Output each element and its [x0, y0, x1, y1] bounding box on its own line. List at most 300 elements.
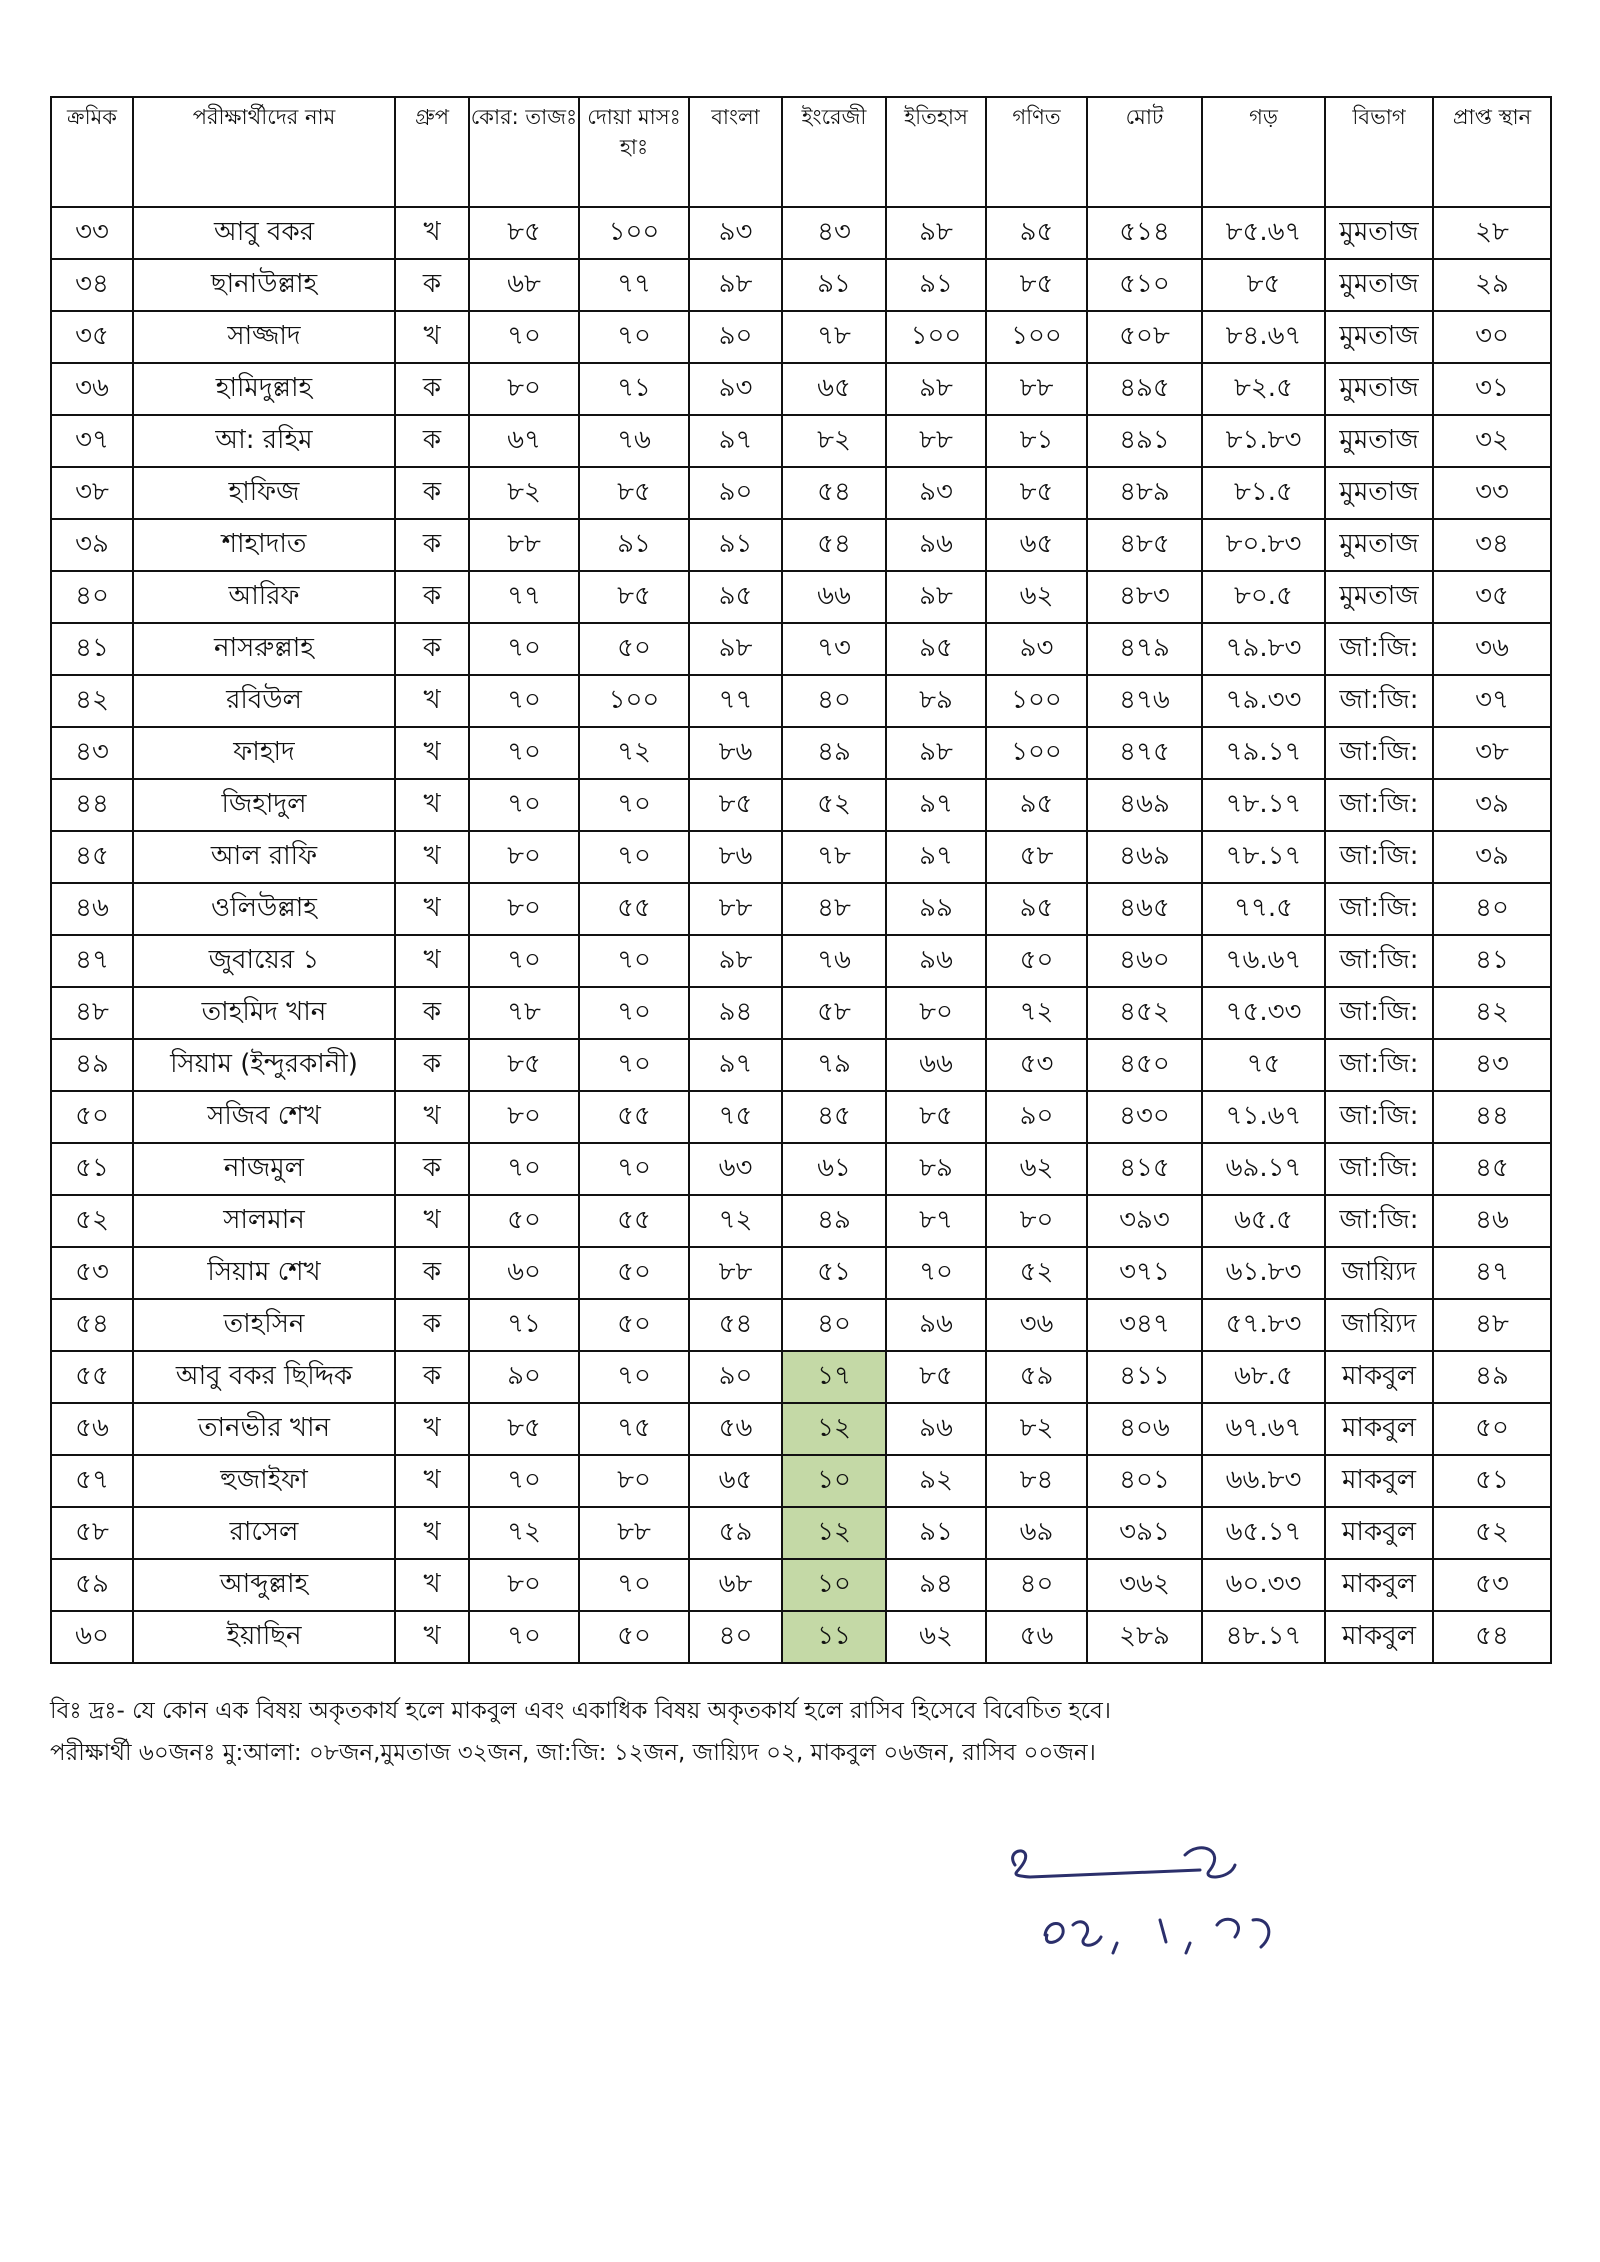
division-cell: জা:জি: — [1325, 831, 1433, 883]
history-mark: ৯৮ — [886, 363, 986, 415]
doa-mark: ৭০ — [579, 1559, 689, 1611]
average-mark: ৭৮.১৭ — [1202, 831, 1325, 883]
math-mark: ৮০ — [986, 1195, 1087, 1247]
group-cell: খ — [395, 311, 469, 363]
header-group: গ্রুপ — [395, 97, 469, 207]
math-mark: ৯৫ — [986, 207, 1087, 259]
math-mark: ৫৮ — [986, 831, 1087, 883]
table-row — [51, 207, 1551, 259]
group-cell: ক — [395, 571, 469, 623]
total-mark: ৪০১ — [1087, 1455, 1202, 1507]
total-mark: ৪৫০ — [1087, 1039, 1202, 1091]
group-cell: খ — [395, 1091, 469, 1143]
average-mark: ৭১.৬৭ — [1202, 1091, 1325, 1143]
header-bangla: বাংলা — [689, 97, 782, 207]
name-cell: তাহমিদ খান — [133, 987, 395, 1039]
division-cell: জা:জি: — [1325, 675, 1433, 727]
table-row — [51, 1091, 1551, 1143]
name-cell: ফাহাদ — [133, 727, 395, 779]
quran-mark: ৭০ — [469, 1143, 579, 1195]
average-mark: ৬৫.১৭ — [1202, 1507, 1325, 1559]
division-cell: মাকবুল — [1325, 1455, 1433, 1507]
position-cell: ৫৪ — [1433, 1611, 1551, 1663]
doa-mark: ৫০ — [579, 1247, 689, 1299]
table-row — [51, 1351, 1551, 1403]
quran-mark: ৫০ — [469, 1195, 579, 1247]
serial-cell: ৪২ — [51, 675, 133, 727]
total-mark: ৪১৫ — [1087, 1143, 1202, 1195]
bangla-mark: ৮৬ — [689, 831, 782, 883]
history-mark: ১০০ — [886, 311, 986, 363]
table-row — [51, 1403, 1551, 1455]
english-mark: ৫১ — [782, 1247, 886, 1299]
doa-mark: ৮৫ — [579, 467, 689, 519]
name-cell: জুবায়ের ১ — [133, 935, 395, 987]
division-cell: মাকবুল — [1325, 1351, 1433, 1403]
table-row — [51, 727, 1551, 779]
history-mark: ৮৯ — [886, 1143, 986, 1195]
total-mark: ৪৬৯ — [1087, 831, 1202, 883]
serial-cell: ৪০ — [51, 571, 133, 623]
position-cell: ৩৮ — [1433, 727, 1551, 779]
quran-mark: ৮৫ — [469, 207, 579, 259]
group-cell: ক — [395, 519, 469, 571]
position-cell: ৩৪ — [1433, 519, 1551, 571]
serial-cell: ৩৩ — [51, 207, 133, 259]
doa-mark: ৫০ — [579, 1299, 689, 1351]
quran-mark: ৭০ — [469, 779, 579, 831]
bangla-mark: ৫৯ — [689, 1507, 782, 1559]
doa-mark: ৭১ — [579, 363, 689, 415]
name-cell: আ: রহিম — [133, 415, 395, 467]
average-mark: ৭৯.৩৩ — [1202, 675, 1325, 727]
group-cell: খ — [395, 675, 469, 727]
table-row — [51, 1143, 1551, 1195]
english-mark: ৬৬ — [782, 571, 886, 623]
average-mark: ৬০.৩৩ — [1202, 1559, 1325, 1611]
serial-cell: ৫৬ — [51, 1403, 133, 1455]
division-cell: মুমতাজ — [1325, 571, 1433, 623]
position-cell: ৩৯ — [1433, 779, 1551, 831]
average-mark: ৭৬.৬৭ — [1202, 935, 1325, 987]
table-row — [51, 935, 1551, 987]
english-mark: ৭৩ — [782, 623, 886, 675]
average-mark: ৬৬.৮৩ — [1202, 1455, 1325, 1507]
serial-cell: ৪১ — [51, 623, 133, 675]
english-mark: ১০ — [782, 1455, 886, 1507]
position-cell: ৩৯ — [1433, 831, 1551, 883]
total-mark: ৫১৪ — [1087, 207, 1202, 259]
note-summary: পরীক্ষার্থী ৬০জনঃ মু:আলা: ০৮জন,মুমতাজ ৩২জন, জা:জি: ১২জন, জায়্যিদ ০২, মাকবুল ০৬জন, রাসিব ০০জন। — [50, 1740, 1096, 1766]
name-cell: সিয়াম শেখ — [133, 1247, 395, 1299]
bangla-mark: ৬৩ — [689, 1143, 782, 1195]
serial-cell: ৩৪ — [51, 259, 133, 311]
history-mark: ৮৯ — [886, 675, 986, 727]
group-cell: ক — [395, 1299, 469, 1351]
division-cell: মুমতাজ — [1325, 259, 1433, 311]
history-mark: ৯৬ — [886, 519, 986, 571]
total-mark: ৪৬০ — [1087, 935, 1202, 987]
bangla-mark: ৯০ — [689, 311, 782, 363]
math-mark: ৭২ — [986, 987, 1087, 1039]
serial-cell: ৬০ — [51, 1611, 133, 1663]
name-cell: সাজ্জাদ — [133, 311, 395, 363]
math-mark: ৩৬ — [986, 1299, 1087, 1351]
division-cell: জা:জি: — [1325, 779, 1433, 831]
position-cell: ৪৮ — [1433, 1299, 1551, 1351]
position-cell: ৪১ — [1433, 935, 1551, 987]
math-mark: ৬৯ — [986, 1507, 1087, 1559]
quran-mark: ৮২ — [469, 467, 579, 519]
division-cell: জা:জি: — [1325, 883, 1433, 935]
english-mark: ৫৮ — [782, 987, 886, 1039]
name-cell: নাসরুল্লাহ — [133, 623, 395, 675]
history-mark: ৯৭ — [886, 779, 986, 831]
math-mark: ৮২ — [986, 1403, 1087, 1455]
english-mark: ১০ — [782, 1559, 886, 1611]
average-mark: ৮০.৮৩ — [1202, 519, 1325, 571]
bangla-mark: ৭২ — [689, 1195, 782, 1247]
average-mark: ৭৯.৮৩ — [1202, 623, 1325, 675]
table-row — [51, 363, 1551, 415]
doa-mark: ৭০ — [579, 1039, 689, 1091]
name-cell: আব্দুল্লাহ — [133, 1559, 395, 1611]
group-cell: খ — [395, 727, 469, 779]
doa-mark: ৮০ — [579, 1455, 689, 1507]
history-mark: ৯৭ — [886, 831, 986, 883]
group-cell: খ — [395, 1559, 469, 1611]
table-row — [51, 467, 1551, 519]
doa-mark: ৭০ — [579, 1351, 689, 1403]
math-mark: ৮৮ — [986, 363, 1087, 415]
doa-mark: ৯১ — [579, 519, 689, 571]
average-mark: ৬৭.৬৭ — [1202, 1403, 1325, 1455]
total-mark: ৩৯৩ — [1087, 1195, 1202, 1247]
history-mark: ৮০ — [886, 987, 986, 1039]
english-mark: ৪৮ — [782, 883, 886, 935]
group-cell: ক — [395, 623, 469, 675]
average-mark: ৫৭.৮৩ — [1202, 1299, 1325, 1351]
division-cell: জা:জি: — [1325, 1039, 1433, 1091]
average-mark: ৮৫ — [1202, 259, 1325, 311]
doa-mark: ৭৭ — [579, 259, 689, 311]
quran-mark: ৬৭ — [469, 415, 579, 467]
doa-mark: ৮৮ — [579, 1507, 689, 1559]
group-cell: খ — [395, 1455, 469, 1507]
table-row — [51, 987, 1551, 1039]
average-mark: ৬৮.৫ — [1202, 1351, 1325, 1403]
serial-cell: ৪৬ — [51, 883, 133, 935]
division-cell: জা:জি: — [1325, 935, 1433, 987]
average-mark: ৮১.৮৩ — [1202, 415, 1325, 467]
header-history: ইতিহাস — [886, 97, 986, 207]
table-row — [51, 1247, 1551, 1299]
bangla-mark: ৯৮ — [689, 623, 782, 675]
math-mark: ৫৬ — [986, 1611, 1087, 1663]
doa-mark: ৭৫ — [579, 1403, 689, 1455]
english-mark: ৭৯ — [782, 1039, 886, 1091]
average-mark: ৮০.৫ — [1202, 571, 1325, 623]
table-row — [51, 415, 1551, 467]
group-cell: খ — [395, 831, 469, 883]
english-mark: ৫৪ — [782, 519, 886, 571]
group-cell: খ — [395, 1611, 469, 1663]
total-mark: ২৮৯ — [1087, 1611, 1202, 1663]
quran-mark: ৭৮ — [469, 987, 579, 1039]
average-mark: ৮৪.৬৭ — [1202, 311, 1325, 363]
english-mark: ৭৮ — [782, 311, 886, 363]
english-mark: ১২ — [782, 1403, 886, 1455]
name-cell: ইয়াছিন — [133, 1611, 395, 1663]
total-mark: ৪৮৫ — [1087, 519, 1202, 571]
result-table-body — [51, 207, 1551, 1663]
history-mark: ৯৮ — [886, 571, 986, 623]
english-mark: ৫৪ — [782, 467, 886, 519]
math-mark: ৮১ — [986, 415, 1087, 467]
serial-cell: ৫৪ — [51, 1299, 133, 1351]
quran-mark: ৮০ — [469, 1091, 579, 1143]
total-mark: ৩৯১ — [1087, 1507, 1202, 1559]
name-cell: আরিফ — [133, 571, 395, 623]
name-cell: ছানাউল্লাহ — [133, 259, 395, 311]
quran-mark: ৬০ — [469, 1247, 579, 1299]
quran-mark: ৮৮ — [469, 519, 579, 571]
division-cell: মাকবুল — [1325, 1611, 1433, 1663]
table-row — [51, 1455, 1551, 1507]
table-row — [51, 519, 1551, 571]
position-cell: ২৯ — [1433, 259, 1551, 311]
table-row — [51, 311, 1551, 363]
group-cell: খ — [395, 779, 469, 831]
quran-mark: ৭০ — [469, 623, 579, 675]
math-mark: ৬৫ — [986, 519, 1087, 571]
name-cell: জিহাদুল — [133, 779, 395, 831]
serial-cell: ৩৭ — [51, 415, 133, 467]
serial-cell: ৪৭ — [51, 935, 133, 987]
group-cell: খ — [395, 883, 469, 935]
total-mark: ৪৭৯ — [1087, 623, 1202, 675]
doa-mark: ৭৬ — [579, 415, 689, 467]
english-mark: ১২ — [782, 1507, 886, 1559]
english-mark: ৬৫ — [782, 363, 886, 415]
history-mark: ৮৮ — [886, 415, 986, 467]
name-cell: আবু বকর ছিদ্দিক — [133, 1351, 395, 1403]
division-cell: জায়্যিদ — [1325, 1247, 1433, 1299]
group-cell: ক — [395, 259, 469, 311]
table-row — [51, 259, 1551, 311]
division-cell: জা:জি: — [1325, 987, 1433, 1039]
total-mark: ৫১০ — [1087, 259, 1202, 311]
history-mark: ৯১ — [886, 259, 986, 311]
total-mark: ৩৬২ — [1087, 1559, 1202, 1611]
division-cell: জা:জি: — [1325, 623, 1433, 675]
english-mark: ৬১ — [782, 1143, 886, 1195]
quran-mark: ৮০ — [469, 831, 579, 883]
total-mark: ৫০৮ — [1087, 311, 1202, 363]
bangla-mark: ৫৬ — [689, 1403, 782, 1455]
quran-mark: ৭৭ — [469, 571, 579, 623]
doa-mark: ৭০ — [579, 779, 689, 831]
group-cell: ক — [395, 1247, 469, 1299]
bangla-mark: ৭৭ — [689, 675, 782, 727]
bangla-mark: ৬৮ — [689, 1559, 782, 1611]
header-position: প্রাপ্ত স্থান — [1433, 97, 1551, 207]
table-row — [51, 571, 1551, 623]
name-cell: সালমান — [133, 1195, 395, 1247]
math-mark: ৮৫ — [986, 259, 1087, 311]
bangla-mark: ৪০ — [689, 1611, 782, 1663]
doa-mark: ৭০ — [579, 311, 689, 363]
math-mark: ৫০ — [986, 935, 1087, 987]
bangla-mark: ৯৩ — [689, 363, 782, 415]
position-cell: ৪২ — [1433, 987, 1551, 1039]
name-cell: সিয়াম (ইন্দুরকানী) — [133, 1039, 395, 1091]
history-mark: ৯২ — [886, 1455, 986, 1507]
name-cell: সজিব শেখ — [133, 1091, 395, 1143]
position-cell: ২৮ — [1433, 207, 1551, 259]
math-mark: ১০০ — [986, 311, 1087, 363]
position-cell: ৪৫ — [1433, 1143, 1551, 1195]
total-mark: ৪৮৩ — [1087, 571, 1202, 623]
group-cell: খ — [395, 1403, 469, 1455]
division-cell: মুমতাজ — [1325, 363, 1433, 415]
english-mark: ৭৮ — [782, 831, 886, 883]
serial-cell: ৪৮ — [51, 987, 133, 1039]
group-cell: ক — [395, 467, 469, 519]
header-serial: ক্রমিক — [51, 97, 133, 207]
doa-mark: ৭০ — [579, 987, 689, 1039]
name-cell: হামিদুল্লাহ — [133, 363, 395, 415]
bangla-mark: ৯১ — [689, 519, 782, 571]
doa-mark: ৭০ — [579, 1143, 689, 1195]
history-mark: ৮৫ — [886, 1091, 986, 1143]
quran-mark: ৭২ — [469, 1507, 579, 1559]
average-mark: ৪৮.১৭ — [1202, 1611, 1325, 1663]
quran-mark: ৭০ — [469, 1455, 579, 1507]
position-cell: ৩২ — [1433, 415, 1551, 467]
history-mark: ৮৫ — [886, 1351, 986, 1403]
bangla-mark: ৯৭ — [689, 1039, 782, 1091]
division-cell: মুমতাজ — [1325, 207, 1433, 259]
division-cell: জা:জি: — [1325, 727, 1433, 779]
serial-cell: ৫৩ — [51, 1247, 133, 1299]
total-mark: ৪৩০ — [1087, 1091, 1202, 1143]
total-mark: ৪৯৫ — [1087, 363, 1202, 415]
bangla-mark: ৯৪ — [689, 987, 782, 1039]
average-mark: ৭৯.১৭ — [1202, 727, 1325, 779]
english-mark: ১১ — [782, 1611, 886, 1663]
math-mark: ৮৪ — [986, 1455, 1087, 1507]
history-mark: ৮৭ — [886, 1195, 986, 1247]
name-cell: তানভীর খান — [133, 1403, 395, 1455]
bangla-mark: ৯৫ — [689, 571, 782, 623]
name-cell: শাহাদাত — [133, 519, 395, 571]
table-row — [51, 779, 1551, 831]
history-mark: ৯১ — [886, 1507, 986, 1559]
serial-cell: ৫৫ — [51, 1351, 133, 1403]
position-cell: ৪৬ — [1433, 1195, 1551, 1247]
math-mark: ৫৯ — [986, 1351, 1087, 1403]
serial-cell: ৩৬ — [51, 363, 133, 415]
total-mark: ৪৬৯ — [1087, 779, 1202, 831]
average-mark: ৮৫.৬৭ — [1202, 207, 1325, 259]
english-mark: ৪৩ — [782, 207, 886, 259]
header-quran-tajweed: কোর: তাজঃ — [469, 97, 579, 207]
name-cell: রবিউল — [133, 675, 395, 727]
division-cell: জা:জি: — [1325, 1091, 1433, 1143]
position-cell: ৩০ — [1433, 311, 1551, 363]
group-cell: ক — [395, 1039, 469, 1091]
position-cell: ৩৭ — [1433, 675, 1551, 727]
english-mark: ৪৯ — [782, 727, 886, 779]
handwritten-signature — [985, 1825, 1315, 1975]
serial-cell: ৩৯ — [51, 519, 133, 571]
quran-mark: ৮৫ — [469, 1039, 579, 1091]
history-mark: ৬২ — [886, 1611, 986, 1663]
group-cell: ক — [395, 1351, 469, 1403]
table-row — [51, 1611, 1551, 1663]
total-mark: ৪৬৫ — [1087, 883, 1202, 935]
english-mark: ৪৯ — [782, 1195, 886, 1247]
serial-cell: ৫৭ — [51, 1455, 133, 1507]
header-math: গণিত — [986, 97, 1087, 207]
english-mark: ৯১ — [782, 259, 886, 311]
total-mark: ৪৫২ — [1087, 987, 1202, 1039]
group-cell: খ — [395, 935, 469, 987]
bangla-mark: ৮৮ — [689, 883, 782, 935]
total-mark: ৪৮৯ — [1087, 467, 1202, 519]
quran-mark: ৮৫ — [469, 1403, 579, 1455]
table-row — [51, 1039, 1551, 1091]
position-cell: ৩১ — [1433, 363, 1551, 415]
average-mark: ৭৫ — [1202, 1039, 1325, 1091]
position-cell: ৩৩ — [1433, 467, 1551, 519]
total-mark: ৩৪৭ — [1087, 1299, 1202, 1351]
math-mark: ৯৫ — [986, 883, 1087, 935]
serial-cell: ৪৪ — [51, 779, 133, 831]
average-mark: ৮২.৫ — [1202, 363, 1325, 415]
total-mark: ৪৯১ — [1087, 415, 1202, 467]
total-mark: ৪১১ — [1087, 1351, 1202, 1403]
history-mark: ৯৪ — [886, 1559, 986, 1611]
history-mark: ৯৩ — [886, 467, 986, 519]
position-cell: ৪৪ — [1433, 1091, 1551, 1143]
doa-mark: ৭২ — [579, 727, 689, 779]
average-mark: ৬৫.৫ — [1202, 1195, 1325, 1247]
average-mark: ৬৯.১৭ — [1202, 1143, 1325, 1195]
bangla-mark: ৭৫ — [689, 1091, 782, 1143]
table-row — [51, 831, 1551, 883]
math-mark: ৪০ — [986, 1559, 1087, 1611]
quran-mark: ৭০ — [469, 935, 579, 987]
serial-cell: ৫২ — [51, 1195, 133, 1247]
note-remark: বিঃ দ্রঃ- যে কোন এক বিষয় অকৃতকার্য হলে মাকবুল এবং একাধিক বিষয় অকৃতকার্য হলে রাসিব হিসেবে বিবেচিত হবে। — [50, 1698, 1112, 1724]
quran-mark: ৭০ — [469, 1611, 579, 1663]
math-mark: ১০০ — [986, 727, 1087, 779]
average-mark: ৭৫.৩৩ — [1202, 987, 1325, 1039]
math-mark: ৮৫ — [986, 467, 1087, 519]
quran-mark: ৮০ — [469, 1559, 579, 1611]
english-mark: ৮২ — [782, 415, 886, 467]
doa-mark: ৭০ — [579, 831, 689, 883]
division-cell: জায়্যিদ — [1325, 1299, 1433, 1351]
math-mark: ৫২ — [986, 1247, 1087, 1299]
average-mark: ৮১.৫ — [1202, 467, 1325, 519]
math-mark: ৬২ — [986, 571, 1087, 623]
name-cell: আবু বকর — [133, 207, 395, 259]
header-english: ইংরেজী — [782, 97, 886, 207]
name-cell: নাজমুল — [133, 1143, 395, 1195]
